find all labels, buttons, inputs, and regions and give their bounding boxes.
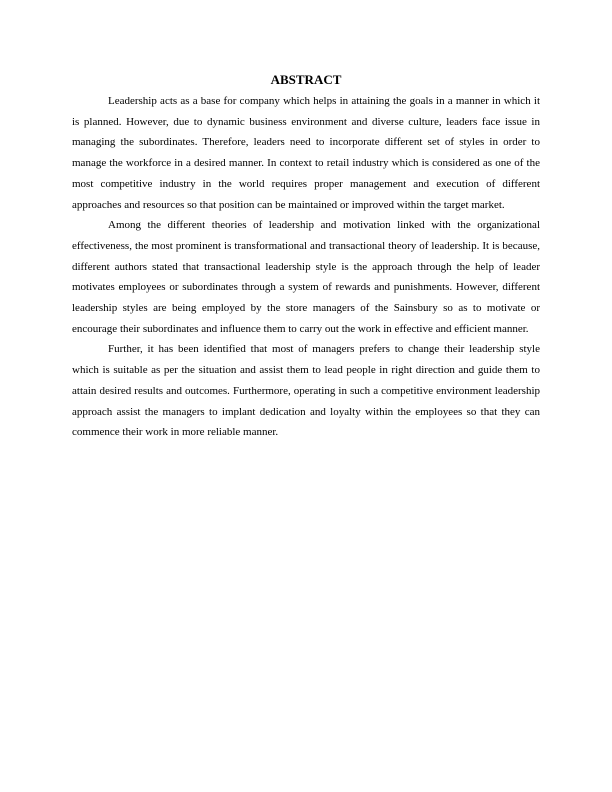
- abstract-paragraph-3: Further, it has been identified that most of managers prefers to change their leadership style which is suitable as per the situation and assist them to lead people in right direction and guide them to attain desired results and outcomes. Furthermore, operating in such a competitive environment leadership approach assist the managers to implant dedication and loyalty within the employees so that they can commence their work in more reliable manner.: [72, 343, 540, 439]
- abstract-paragraph-2: Among the different theories of leadership and motivation linked with the organizational effectiveness, the most prominent is transformational and transactional theory of leadership. It is because, different authors stated that transactional leadership style is the approach through the help of leader motivates employees or subordinates through a system of rewards and punishments. However, different leadership styles are being employed by the store managers of the Sainsbury so as to motivate or encourage their subordinates and influence them to carry out the work in effective and efficient manner.: [72, 219, 540, 335]
- abstract-title: ABSTRACT: [270, 72, 342, 87]
- abstract-paragraph-1: Leadership acts as a base for company which helps in attaining the goals in a manner in which it is planned. However, due to dynamic business environment and diverse culture, leaders face issue in managing the subordinates. Therefore, leaders need to incorporate different set of styles in order to manage the workforce in a desired manner. In context to retail industry which is considered as one of the most competitive industry in the world requires proper management and execution of different approaches and resources so that position can be maintained or improved within the target market.: [72, 95, 540, 211]
- abstract-section: [72, 70, 540, 443]
